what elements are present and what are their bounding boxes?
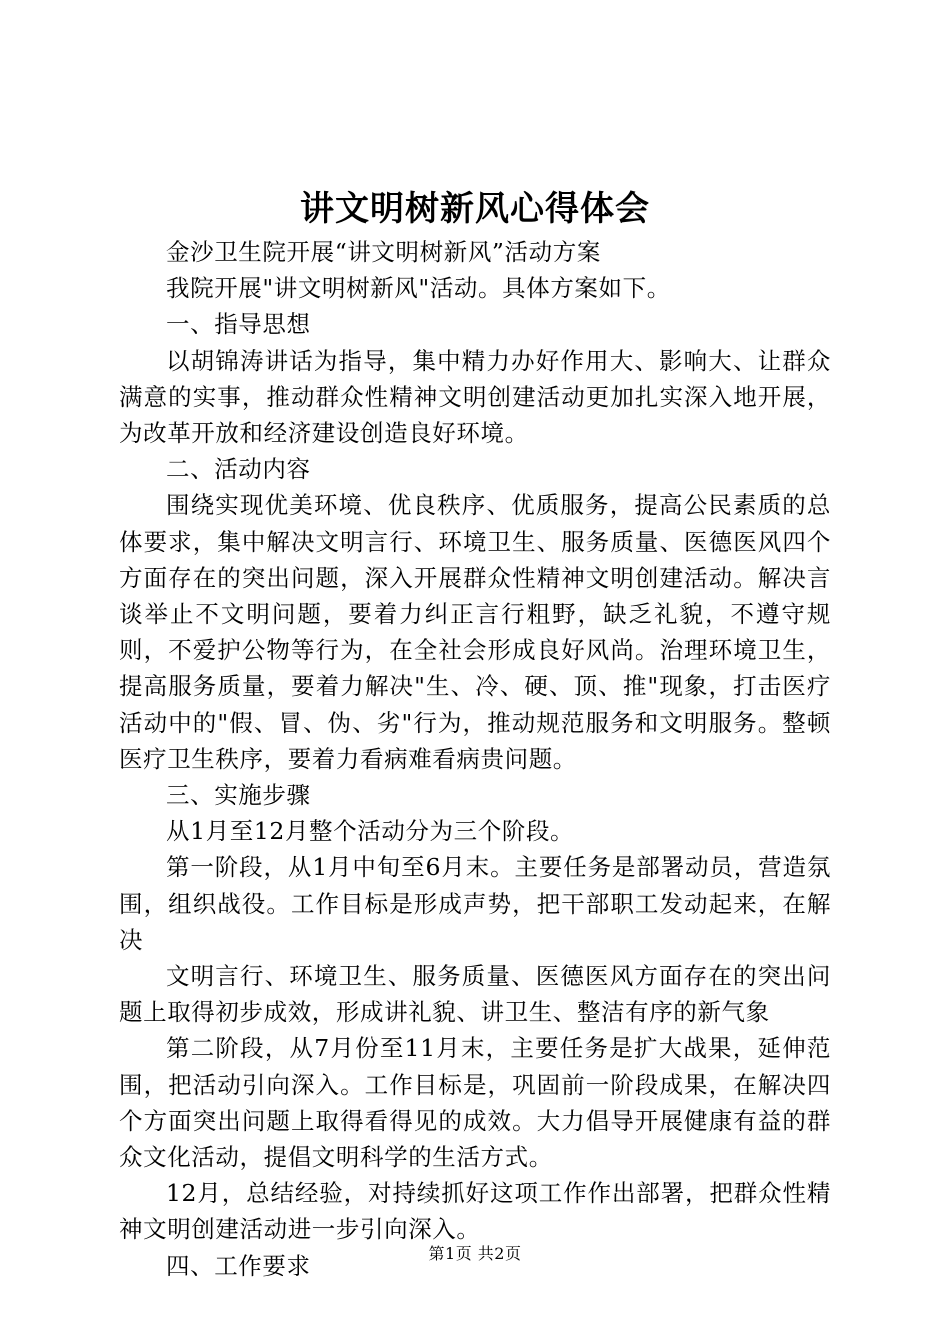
paragraph-stage-one: 第一阶段，从1月中旬至6月末。主要任务是部署动员，营造氛围，组织战役。工作目标是形成声势，把干部职工发动起来，在解决 <box>119 853 831 954</box>
section-heading-activity-content: 二、活动内容 <box>166 455 311 484</box>
paragraph-stage-one-continued: 文明言行、环境卫生、服务质量、医德医风方面存在的突出问题上取得初步成效，形成讲礼貌、讲卫生、整洁有序的新气象 <box>119 962 831 1027</box>
page-number-footer: 第1页 共2页 <box>428 1244 522 1263</box>
paragraph-activity-content: 围绕实现优美环境、优良秩序、优质服务，提高公民素质的总体要求，集中解决文明言行、环境卫生、服务质量、医德医风四个方面存在的突出问题，深入开展群众性精神文明创建活动。解决言谈举止不文明问题，要着力纠正言行粗野，缺乏礼貌，不遵守规则，不爱护公物等行为，在全社会形成良好风尚。治理环境卫生，提高服务质量，要着力解决"生、冷、硬、顶、推"现象，打击医疗活动中的"假、冒、伪、劣"行为，推动规范服务和文明服务。整顿医疗卫生秩序，要着力看病难看病贵问题。 <box>119 491 831 773</box>
paragraph-december: 12月，总结经验，对持续抓好这项工作作出部署，把群众性精神文明创建活动进一步引向深入。 <box>119 1179 831 1244</box>
paragraph-plan-heading: 金沙卫生院开展“讲文明树新风”活动方案 <box>166 238 601 266</box>
document-title: 讲文明树新风心得体会 <box>300 189 650 229</box>
document-body <box>119 234 831 1284</box>
paragraph-stage-two: 第二阶段，从7月份至11月末，主要任务是扩大战果，延伸范围，把活动引向深入。工作目标是，巩固前一阶段成果，在解决四个方面突出问题上取得看得见的成效。大力倡导开展健康有益的群众文化活动，提倡文明科学的生活方式。 <box>119 1034 831 1172</box>
section-heading-work-requirements: 四、工作要求 <box>166 1251 311 1280</box>
section-heading-implementation-steps: 三、实施步骤 <box>166 781 311 810</box>
paragraph-three-stages: 从1月至12月整个活动分为三个阶段。 <box>166 817 575 846</box>
section-heading-guiding-thought: 一、指导思想 <box>166 310 311 339</box>
paragraph-guiding-thought: 以胡锦涛讲话为指导，集中精力办好作用大、影响大、让群众满意的实事，推动群众性精神文明创建活动更加扎实深入地开展，为改革开放和经济建设创造良好环境。 <box>119 346 831 448</box>
paragraph-intro: 我院开展"讲文明树新风"活动。具体方案如下。 <box>166 274 671 303</box>
